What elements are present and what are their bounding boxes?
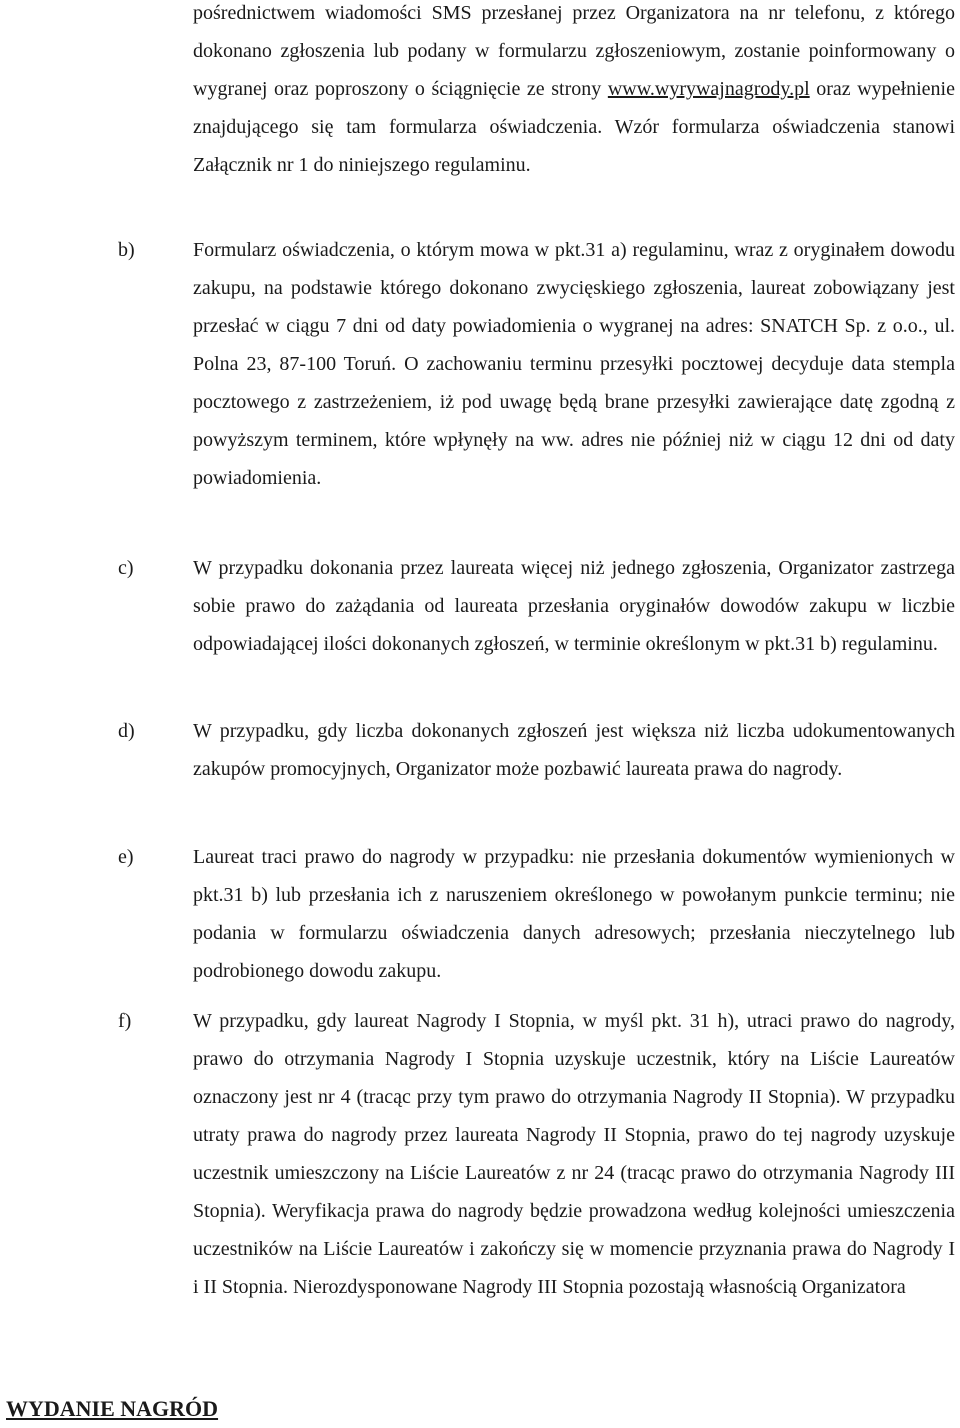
section-heading: WYDANIE NAGRÓD: [6, 1396, 219, 1421]
item-b-letter: b): [118, 239, 135, 261]
item-e-letter: e): [118, 846, 134, 868]
website-link[interactable]: www.wyrywajnagrody.pl: [607, 78, 810, 100]
item-d-text: W przypadku, gdy liczba dokonanych zgłoszeń jest większa niż liczba udokumentowanych zakupów promocyjnych, Organizator może pozbawić laureata prawa do nagrody.: [193, 720, 955, 780]
paragraph-a-text-after: oraz wypełnienie znajdującego się tam formularza oświadczenia. Wzór formularza oświadczenia stanowi Załącznik nr 1 do niniejszego regulaminu.: [193, 78, 955, 176]
paragraph-a-text-before: pośrednictwem wiadomości SMS przesłanej przez Organizatora na nr telefonu, z którego dokonano zgłoszenia lub podany w formularzu zgłoszeniowym, zostanie poinformowany o wygranej oraz poproszony o ściągnięcie ze strony: [193, 2, 955, 100]
item-f-letter: f): [118, 1010, 132, 1032]
item-e-text: Laureat traci prawo do nagrody w przypadku: nie przesłania dokumentów wymienionych w pkt.31 b) lub przesłania ich z naruszeniem określonego w powołanym punkcie terminu; nie podania w formularzu oświadczenia danych adresowych; przesłania nieczytelnego lub podrobionego dowodu zakupu.: [193, 846, 955, 982]
item-f-text: W przypadku, gdy laureat Nagrody I Stopnia, w myśl pkt. 31 h), utraci prawo do nagrody, prawo do otrzymania Nagrody I Stopnia uzyskuje uczestnik, który na Liście Laureatów oznaczony jest nr 4 (tracąc przy tym prawo do otrzymania Nagrody II Stopnia). W przypadku utraty prawa do nagrody przez laureata Nagrody II Stopnia, prawo do tej nagrody uzyskuje uczestnik umieszczony na Liście Laureatów z nr 24 (tracąc prawo do otrzymania Nagrody III Stopnia). Weryfikacja prawa do nagrody będzie prowadzona według kolejności umieszczenia uczestników na Liście Laureatów i zakończy się w momencie przyznania prawa do Nagrody I i II Stopnia. Nierozdysponowane Nagrody III Stopnia pozostają własnością Organizatora: [193, 1010, 955, 1298]
item-d-letter: d): [118, 720, 135, 742]
item-b-text: Formularz oświadczenia, o którym mowa w pkt.31 a) regulaminu, wraz z oryginałem dowodu zakupu, na podstawie którego dokonano zwycięskiego zgłoszenia, laureat zobowiązany jest przesłać w ciągu 7 dni od daty powiadomienia o wygranej na adres: SNATCH Sp. z o.o., ul. Polna 23, 87-100 Toruń. O zachowaniu terminu przesyłki pocztowej decyduje data stempla pocztowego z zastrzeżeniem, iż pod uwagę będą brane przesyłki zawierające datę zgodną z powyższym terminem, które wpłynęły na ww. adres nie później niż w ciągu 12 dni od daty powiadomienia.: [193, 239, 955, 489]
item-c-text: W przypadku dokonania przez laureata więcej niż jednego zgłoszenia, Organizator zastrzega sobie prawo do zażądania od laureata przesłania oryginałów dowodów zakupu w liczbie odpowiadającej ilości dokonanych zgłoszeń, w terminie określonym w pkt.31 b) regulaminu.: [193, 557, 955, 655]
paragraph-a-continuation: [193, 0, 955, 184]
item-c-letter: c): [118, 557, 134, 579]
